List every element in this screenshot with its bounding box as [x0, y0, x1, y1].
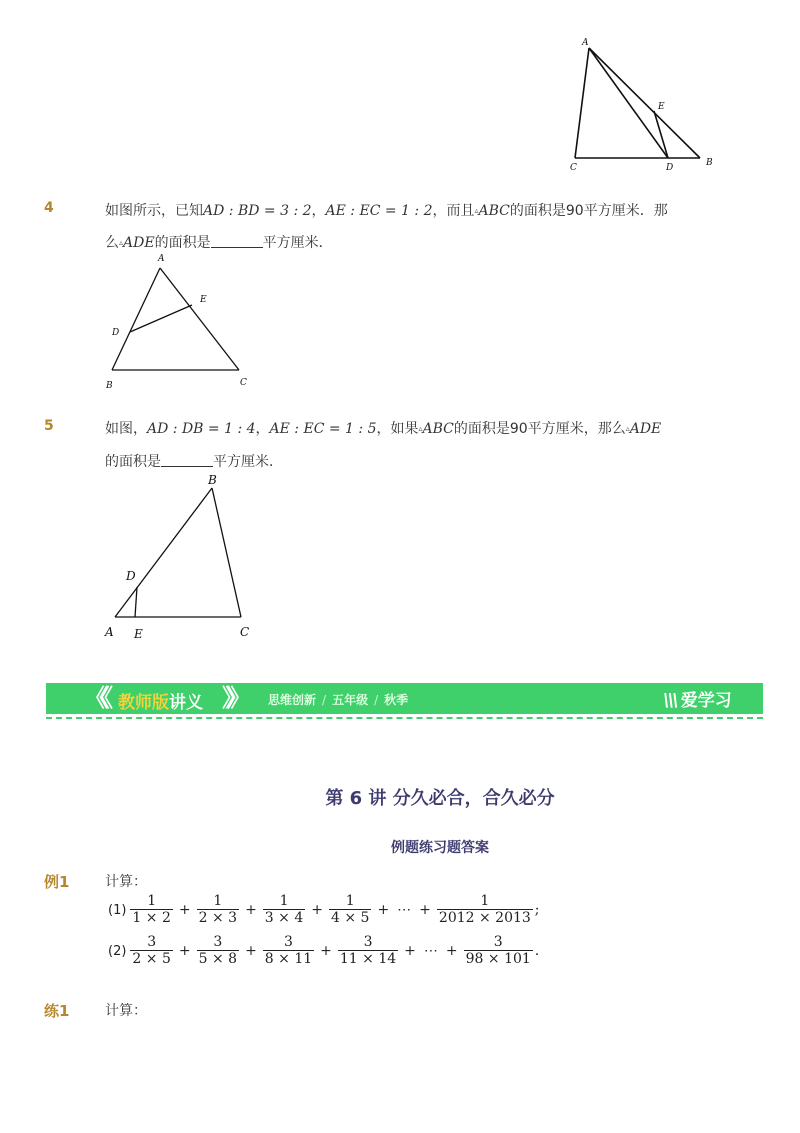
ellipsis: ⋯	[397, 902, 412, 918]
ratio-ae-ec: AE : EC = 1 : 2	[325, 203, 433, 219]
practice-intro: 计算：	[105, 1003, 147, 1019]
banner-season: 秋季	[384, 693, 409, 707]
label-D: D	[666, 163, 674, 173]
plus: +	[419, 902, 431, 918]
denominator: 5 × 8	[198, 951, 238, 967]
banner-title-rest: 讲义	[169, 693, 203, 713]
part-label: (1)	[108, 902, 127, 918]
comma: ，	[255, 421, 270, 437]
practice-label: 练1	[44, 1002, 70, 1020]
label-A: A	[105, 625, 114, 639]
problem-number: 5	[44, 418, 54, 434]
denominator: 8 × 11	[264, 951, 313, 967]
section-title: 例题练习题答案	[391, 840, 489, 856]
plus: +	[178, 943, 191, 959]
denominator: 2012 × 2013	[438, 910, 531, 926]
text: 么	[105, 235, 119, 251]
text: ，如果	[376, 421, 419, 437]
label-B: B	[208, 473, 217, 487]
banner-title	[118, 688, 203, 713]
denominator: 4 × 5	[330, 910, 370, 926]
terminator: .	[534, 943, 540, 959]
ellipsis: ⋯	[423, 943, 438, 959]
text: 的面积是	[105, 454, 161, 470]
fraction	[130, 934, 172, 968]
banner-subject: 思维创新	[268, 693, 317, 707]
terminator: ;	[534, 902, 540, 918]
chevron-left-icon: 《《	[84, 684, 106, 712]
denominator: 2 × 5	[132, 951, 171, 967]
fraction	[263, 934, 314, 968]
brand-logo	[663, 686, 732, 711]
part-label: (2)	[108, 943, 127, 959]
problem-4-line-1	[105, 200, 668, 220]
denominator: 98 × 101	[465, 951, 531, 967]
plus: +	[320, 943, 332, 959]
numerator: 1	[345, 893, 355, 909]
label-E: E	[200, 295, 207, 305]
fraction	[329, 893, 371, 927]
lecture-title: 第 6 讲 分久必合，合久必分	[325, 788, 555, 809]
fraction	[437, 893, 533, 927]
label-B: B	[106, 381, 113, 391]
numerator: 3	[363, 934, 373, 950]
text: 的面积是90平方厘米，那么	[453, 421, 626, 437]
numerator: 1	[147, 893, 157, 909]
triangle-icon: ▵	[625, 424, 630, 433]
text: 的面积是90平方厘米．那	[509, 203, 668, 219]
triangle-ade: ADE	[629, 421, 662, 437]
numerator: 3	[147, 934, 157, 950]
formula-2	[108, 934, 539, 968]
plus: +	[178, 902, 191, 918]
ratio-ad-bd: AD : BD = 3 : 2	[203, 203, 312, 219]
denominator: 11 × 14	[339, 951, 397, 967]
fraction	[130, 893, 172, 927]
logo-text: 爱学习	[680, 691, 732, 711]
fraction	[338, 934, 398, 968]
banner-grade: 五年级	[332, 693, 369, 707]
banner-title-highlight: 教师版	[118, 693, 169, 713]
triangle-icon: ▵	[418, 424, 423, 433]
triangle-figure-5	[100, 470, 260, 645]
banner-subtitle	[268, 691, 408, 708]
problem-4-line-2	[105, 232, 333, 252]
plus: +	[311, 902, 323, 918]
answer-blank[interactable]	[211, 235, 263, 248]
plus: +	[445, 943, 458, 959]
label-B: B	[706, 158, 713, 168]
triangle-ade: ADE	[123, 235, 155, 251]
plus: +	[245, 943, 257, 959]
label-D: D	[112, 328, 120, 338]
separator: /	[322, 693, 327, 707]
numerator: 3	[213, 934, 223, 950]
answer-blank[interactable]	[161, 454, 213, 467]
triangle-figure-4	[100, 250, 260, 395]
plus: +	[377, 902, 390, 918]
label-A: A	[582, 38, 589, 48]
ratio-ad-db: AD : DB = 1 : 4	[147, 421, 256, 437]
problem-number: 4	[44, 200, 54, 216]
denominator: 3 × 4	[264, 910, 304, 926]
text: 平方厘米．	[262, 235, 333, 251]
numerator: 3	[284, 934, 293, 950]
denominator: 1 × 2	[132, 910, 171, 926]
numerator: 1	[480, 893, 490, 909]
label-C: C	[570, 163, 577, 173]
text: 的面积是	[154, 235, 211, 251]
label-C: C	[240, 625, 250, 639]
fraction	[263, 893, 305, 927]
label-D: D	[126, 569, 136, 583]
label-A: A	[158, 254, 165, 264]
text: 如图，	[105, 421, 147, 437]
logo-icon: \\\	[663, 690, 677, 711]
numerator: 1	[279, 893, 289, 909]
separator: /	[374, 693, 379, 707]
example-intro: 计算：	[105, 874, 147, 890]
formula-1	[108, 893, 540, 927]
text: ，而且	[432, 203, 475, 219]
fraction	[464, 934, 533, 968]
problem-5-line-2	[105, 451, 283, 471]
triangle-icon: ▵	[474, 206, 479, 215]
comma: ，	[311, 203, 326, 219]
triangle-icon: ▵	[119, 238, 124, 247]
denominator: 2 × 3	[198, 910, 238, 926]
text: 如图所示，已知	[105, 203, 203, 219]
problem-5-line-1	[105, 418, 661, 438]
text: 平方厘米．	[213, 454, 283, 470]
ratio-ae-ec: AE : EC = 1 : 5	[269, 421, 377, 437]
numerator: 3	[493, 934, 503, 950]
numerator: 1	[213, 893, 223, 909]
fraction	[197, 934, 239, 968]
chevron-right-icon: 》》	[222, 684, 244, 712]
example-label: 例1	[44, 873, 70, 891]
triangle-abc: ABC	[478, 203, 510, 219]
label-E: E	[658, 102, 665, 112]
fraction	[197, 893, 239, 927]
label-E: E	[134, 627, 143, 641]
plus: +	[404, 943, 416, 959]
triangle-figure-top	[560, 35, 720, 180]
label-C: C	[240, 378, 247, 388]
triangle-abc: ABC	[422, 421, 454, 437]
dashed-divider	[46, 717, 763, 719]
plus: +	[245, 902, 257, 918]
